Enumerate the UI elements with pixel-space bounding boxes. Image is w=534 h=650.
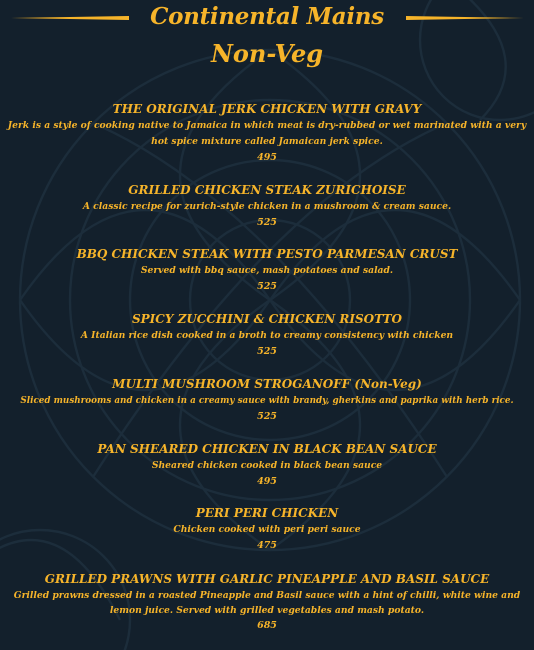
menu-item-name: THE ORIGINAL JERK CHICKEN WITH GRAVY <box>112 102 422 116</box>
menu-item <box>0 505 534 553</box>
right-ornament-line <box>406 16 524 20</box>
section-subtitle: Non-Veg <box>210 39 324 68</box>
menu-item-description: Sliced mushrooms and chicken in a creamy sauce with brandy, gherkins and paprika with herb rice. <box>20 396 514 406</box>
menu-item-price: 525 <box>257 411 277 422</box>
menu-item <box>0 441 534 489</box>
menu-item-description: A classic recipe for zurich-style chicken in a mushroom & cream sauce. <box>82 201 452 212</box>
section-header <box>0 0 534 34</box>
menu-item-name: PAN SHEARED CHICKEN IN BLACK BEAN SAUCE <box>97 442 437 456</box>
menu-item-name: GRILLED CHICKEN STEAK ZURICHOISE <box>128 183 406 197</box>
menu-item-price: 525 <box>257 217 277 228</box>
menu-item-name: MULTI MUSHROOM STROGANOFF (Non-Veg) <box>112 377 422 391</box>
menu-item-price: 685 <box>257 620 277 631</box>
menu-item <box>0 182 534 230</box>
menu-item-description: A Italian rice dish cooked in a broth to creamy consistency with chicken <box>80 330 454 341</box>
menu-item-price: 475 <box>257 540 277 551</box>
menu-item-name: SPICY ZUCCHINI & CHICKEN RISOTTO <box>131 312 402 326</box>
menu-item-description: Sheared chicken cooked in black bean sauce <box>151 460 383 471</box>
menu-item <box>0 571 534 633</box>
menu-item-name: GRILLED PRAWNS WITH GARLIC PINEAPPLE AND BASIL SAUCE <box>44 572 490 586</box>
menu-item-name: PERI PERI CHICKEN <box>195 506 339 520</box>
left-ornament-line <box>11 16 129 20</box>
menu-item <box>0 311 534 359</box>
menu-item-price: 525 <box>257 346 277 357</box>
section-title: Continental Mains <box>150 3 384 30</box>
menu-item-description: Served with bbq sauce, mash potatoes and salad. <box>140 265 394 276</box>
menu-item-description: Grilled prawns dressed in a roasted Pineapple and Basil sauce with a hint of chilli, white wine and lemon juice. Served with grilled vegetables and mash potato. <box>13 590 521 616</box>
menu-item-description: Jerk is a style of cooking native to Jamaica in which meat is dry-rubbed or wet marinated with a very hot spice mixture called Jamaican jerk spice. <box>7 120 527 147</box>
menu-item <box>0 101 534 165</box>
menu-item <box>0 376 534 424</box>
menu-item-price: 495 <box>257 152 277 163</box>
menu-item-price: 495 <box>257 476 277 487</box>
menu-item-price: 525 <box>257 281 277 292</box>
menu-item-description: Chicken cooked with peri peri sauce <box>173 524 361 535</box>
menu-item-name: BBQ CHICKEN STEAK WITH PESTO PARMESAN CRUST <box>76 247 458 261</box>
menu-item <box>0 246 534 294</box>
